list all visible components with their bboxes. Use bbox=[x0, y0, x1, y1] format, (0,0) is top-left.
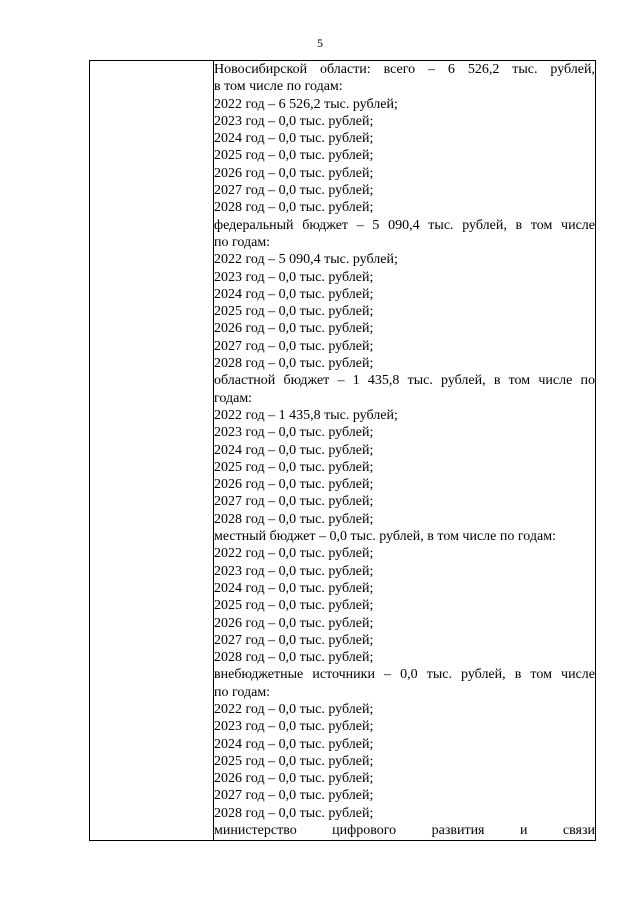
text-line: 2028 год – 0,0 тыс. рублей; bbox=[214, 356, 374, 372]
text-line: 2023 год – 0,0 тыс. рублей; bbox=[214, 113, 374, 129]
financing-text bbox=[214, 61, 595, 839]
table-cell-right bbox=[214, 61, 596, 841]
text-line: 2024 год – 0,0 тыс. рублей; bbox=[214, 736, 374, 752]
text-line: 2028 год – 0,0 тыс. рублей; bbox=[214, 200, 374, 216]
document-table bbox=[89, 60, 596, 841]
text-line: Новосибирской области: всего – 6 526,2 тыс. рублей, bbox=[214, 62, 595, 77]
text-line: 2025 год – 0,0 тыс. рублей; bbox=[214, 459, 374, 475]
text-line: 2022 год – 0,0 тыс. рублей; bbox=[214, 546, 374, 562]
text-line: 2028 год – 0,0 тыс. рублей; bbox=[214, 650, 374, 666]
text-line: 2024 год – 0,0 тыс. рублей; bbox=[214, 580, 374, 596]
text-line: 2023 год – 0,0 тыс. рублей; bbox=[214, 563, 374, 579]
text-line: по годам: bbox=[214, 234, 271, 250]
text-line: федеральный бюджет – 5 090,4 тыс. рублей, в том числе bbox=[214, 217, 595, 233]
text-line: министерство цифрового развития и связи bbox=[214, 823, 595, 839]
text-line: местный бюджет – 0,0 тыс. рублей, в том числе по годам: bbox=[214, 529, 556, 545]
text-line: 2027 год – 0,0 тыс. рублей; bbox=[214, 788, 374, 804]
text-line: 2027 год – 0,0 тыс. рублей; bbox=[214, 494, 374, 510]
text-line: 2026 год – 0,0 тыс. рублей; bbox=[214, 321, 374, 337]
text-line: 2027 год – 0,0 тыс. рублей; bbox=[214, 632, 374, 648]
text-line: 2024 год – 0,0 тыс. рублей; bbox=[214, 442, 374, 458]
text-line: 2024 год – 0,0 тыс. рублей; bbox=[214, 131, 374, 147]
text-line: 2025 год – 0,0 тыс. рублей; bbox=[214, 753, 374, 769]
table-cell-left bbox=[90, 61, 214, 841]
text-line: 2025 год – 0,0 тыс. рублей; bbox=[214, 148, 374, 164]
text-line: 2028 год – 0,0 тыс. рублей; bbox=[214, 805, 374, 821]
table-row bbox=[90, 61, 596, 841]
text-line: 2023 год – 0,0 тыс. рублей; bbox=[214, 719, 374, 735]
text-line: 2026 год – 0,0 тыс. рублей; bbox=[214, 615, 374, 631]
text-line: годам: bbox=[214, 390, 253, 406]
text-line: 2023 год – 0,0 тыс. рублей; bbox=[214, 425, 374, 441]
text-line: 2026 год – 0,0 тыс. рублей; bbox=[214, 771, 374, 787]
text-line: 2027 год – 0,0 тыс. рублей; bbox=[214, 338, 374, 354]
text-line: областной бюджет – 1 435,8 тыс. рублей, в том числе по bbox=[214, 373, 595, 389]
text-line: 2025 год – 0,0 тыс. рублей; bbox=[214, 598, 374, 614]
text-line: 2025 год – 0,0 тыс. рублей; bbox=[214, 304, 374, 320]
text-line: 2022 год – 0,0 тыс. рублей; bbox=[214, 701, 374, 717]
text-line: 2022 год – 1 435,8 тыс. рублей; bbox=[214, 407, 398, 423]
page-number: 5 bbox=[317, 36, 323, 50]
text-line: 2024 год – 0,0 тыс. рублей; bbox=[214, 286, 374, 302]
text-line: 2022 год – 6 526,2 тыс. рублей; bbox=[214, 96, 398, 112]
text-line: 2028 год – 0,0 тыс. рублей; bbox=[214, 511, 374, 527]
text-line: 2022 год – 5 090,4 тыс. рублей; bbox=[214, 252, 398, 268]
text-line: по годам: bbox=[214, 684, 271, 700]
text-line: 2026 год – 0,0 тыс. рублей; bbox=[214, 165, 374, 181]
text-line: в том числе по годам: bbox=[214, 79, 343, 95]
text-line: внебюджетные источники – 0,0 тыс. рублей, в том числе bbox=[214, 667, 595, 683]
text-line: 2023 год – 0,0 тыс. рублей; bbox=[214, 269, 374, 285]
text-line: 2026 год – 0,0 тыс. рублей; bbox=[214, 477, 374, 493]
text-line: 2027 год – 0,0 тыс. рублей; bbox=[214, 183, 374, 199]
